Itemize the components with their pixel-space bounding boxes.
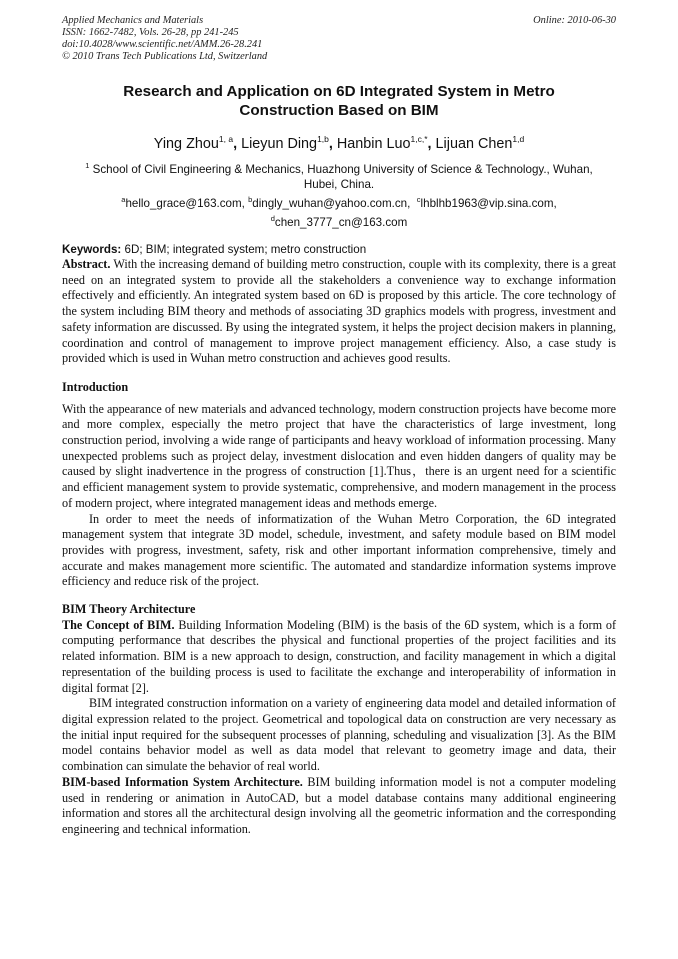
email-sup: a — [121, 195, 126, 204]
intro-paragraph-1: With the appearance of new materials and advanced technology, modern construction projects have become more and more complex, especially the metro project that have the characteristics of large investment, long construction period, involving a wide range of participants and heavy workload of information processing. Many unexpected problems such as project delay, investment dislocation and even hidden dangers of quality may be caused by slight inadvertence in the progress of construction [1].Thus，there is an urgent need for a scientific and efficient management system to provide systematic, comprehensive, and modern management in the process of modern project, where integrated management ideas and methods emerge. — [62, 401, 616, 510]
title-line-1: Research and Application on 6D Integrated System in Metro — [123, 83, 555, 100]
email-sup: d — [270, 213, 275, 223]
section-heading-bim: BIM Theory Architecture — [62, 602, 196, 617]
email-sup: b — [248, 195, 253, 204]
bim-concept-paragraph — [62, 618, 616, 697]
intro-paragraph-2: In order to meet the needs of informatization of the Wuhan Metro Corporation, the 6D integrated management system that integrate 3D model, schedule, investment, and safety module based on BIM model provides with progress, investment, safety, risk and other important information comprehensive, timely and accurate and makes management more scientific. The automated and standardize information systems improve efficiency and reduce risk of the project. — [62, 511, 616, 589]
paper-body — [62, 242, 616, 838]
affiliation-text: School of Civil Engineering & Mechanics, Huazhong University of Science & Technology., Wuhan, — [92, 162, 593, 176]
author-sup: 1,d — [512, 134, 525, 144]
abstract-label: Abstract. — [62, 257, 111, 271]
author-sup: 1,b — [317, 134, 329, 144]
email-link[interactable]: chen_3777_cn@163.com — [274, 215, 408, 229]
author-name: Hanbin Luo — [336, 135, 411, 152]
bim-paragraph-2: BIM integrated construction information on a variety of engineering data model and detailed information of digital expression related to the project. Geometrical and topological data on construction are very necessary as the initial input required for the subsequent processes of planning, scheduling and visualization [3]. As the BIM model contains behavior model as well as data model that relevant to geometry image and data, their combination can simulate the behavior of real world. — [62, 696, 616, 774]
keywords-label: Keywords: — [62, 243, 122, 256]
bim-concept-text: Building Information Modeling (BIM) is the basis of the 6D system, which is a form of computing performance that describes the physical and functional properties of the project facilities and its related information. BIM is a new approach to design, construction, and facility management in which a digital representation of the building process is used to facilitate the exchange and interoperability of information in digital format [2]. — [62, 617, 617, 695]
email-sup: c — [416, 195, 421, 204]
paper-title — [62, 82, 616, 120]
title-line-2: Construction Based on BIM — [239, 102, 439, 119]
doi-line: doi:10.4028/www.scientific.net/AMM.26-28.241 — [62, 39, 263, 50]
bim-architecture-paragraph — [62, 775, 616, 838]
email-list — [62, 192, 616, 230]
section-heading-introduction: Introduction — [62, 379, 129, 394]
affiliation — [62, 158, 616, 193]
journal-name: Applied Mechanics and Materials — [62, 15, 204, 26]
author-name: Ying Zhou — [153, 135, 219, 152]
affiliation-text-2: Hubei, China. — [303, 178, 375, 192]
email-link[interactable]: lhblhb1963@vip.sina.com, — [420, 196, 557, 210]
bim-architecture-text: BIM building information model is not a computer modeling used in rendering or animation in AutoCAD, but a model database contains many additional engineering information and stores all the architectural design involving all the geometric information and the corresponding engineering and technical information. — [62, 774, 617, 836]
abstract — [62, 257, 616, 367]
author-list: Ying Zhou$^{1, a}$, Lieyun Ding$^{1,b}$, Hanbin Luo$^{1,c,*}$, Lijuan Chen$^{1,d}$ — [153, 134, 525, 152]
online-date: Online: 2010-06-30 — [533, 15, 616, 26]
issn-line: ISSN: 1662-7482, Vols. 26-28, pp 241-245 — [62, 27, 239, 38]
author-name: Lieyun Ding — [241, 135, 318, 152]
author-sup: 1, a — [218, 134, 234, 144]
author-sup: 1,c,* — [410, 134, 428, 144]
journal-header — [62, 15, 616, 63]
email-link[interactable]: hello_grace@163.com, — [125, 196, 245, 210]
bim-architecture-label: BIM-based Information System Architecture. — [62, 774, 303, 789]
email-link[interactable]: dingly_wuhan@yahoo.com.cn, — [252, 196, 411, 210]
author-name: Lijuan Chen — [435, 135, 513, 152]
bim-concept-label: The Concept of BIM. — [62, 617, 175, 632]
abstract-text: With the increasing demand of building metro construction, couple with its complexity, there is a great need on an integrated system to provide all the stakeholders a convenience way to exchange information effectively and efficiently. An integrated system based on 6D is proposed by this article. The core technology of the system including BIM theory and methods of associating 3D graphics models with progress, investment and safety information are discussed. By using the integrated system, it helps the project decision makers in planning, coordination and control of management to improve project management efficiency. Also, a case study is provided which is used in Wuhan metro construction and achieves good results. — [62, 257, 616, 366]
keywords-text: 6D; BIM; integrated system; metro construction — [124, 243, 367, 256]
keywords — [62, 242, 616, 257]
copyright-line: © 2010 Trans Tech Publications Ltd, Switzerland — [62, 51, 268, 62]
affiliation-sup: 1 — [85, 161, 90, 170]
